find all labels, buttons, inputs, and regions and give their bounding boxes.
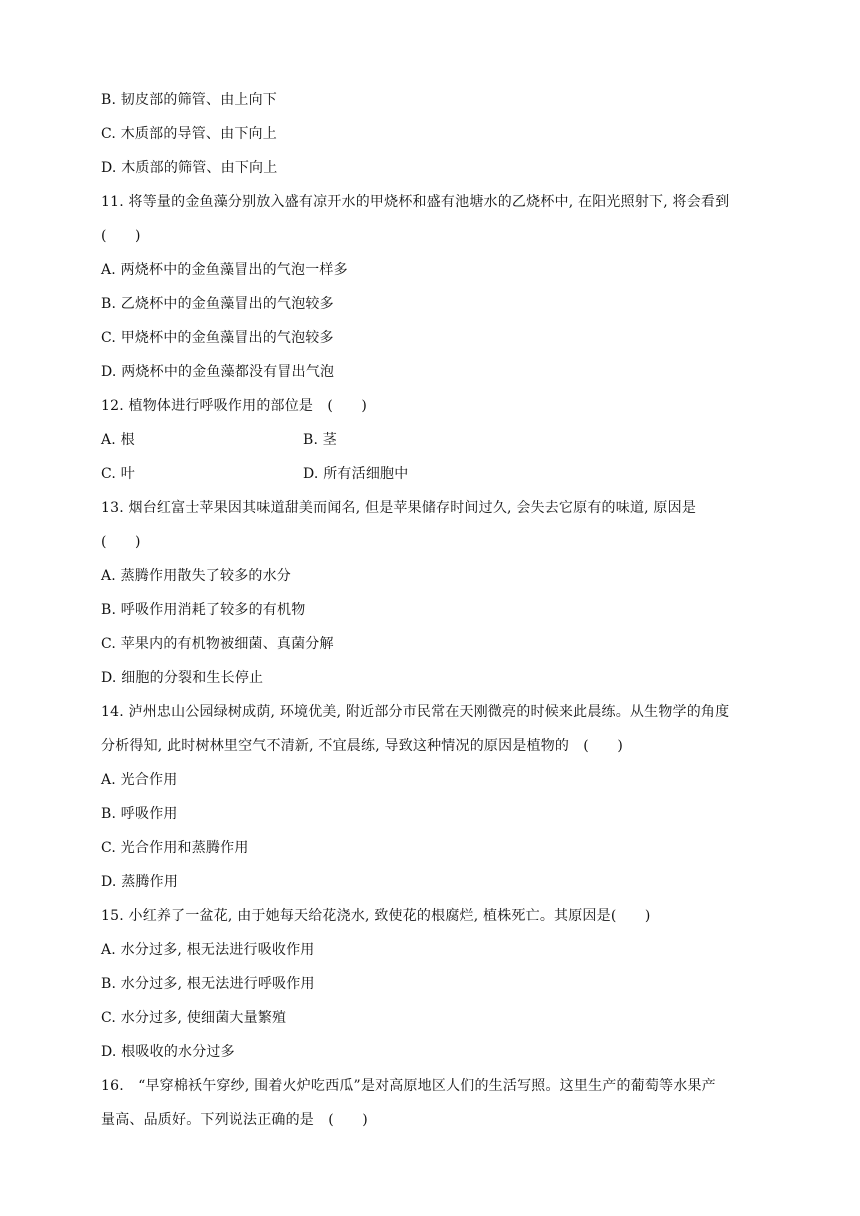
q16-stem-line2: 量高、品质好。下列说法正确的是 ( ) — [101, 1112, 368, 1128]
q16-stem-line1: 16. “早穿棉袄午穿纱, 围着火炉吃西瓜”是对高原地区人们的生活写照。这里生产的葡萄等水果产 — [101, 1078, 716, 1094]
q13-option-b: B. 呼吸作用消耗了较多的有机物 — [101, 602, 306, 618]
q10-option-c: C. 木质部的导管、由下向上 — [101, 126, 277, 142]
q11-option-d: D. 两烧杯中的金鱼藻都没有冒出气泡 — [101, 364, 335, 380]
q14-stem-line2: 分析得知, 此时树林里空气不清新, 不宜晨练, 导致这种情况的原因是植物的 ( ) — [101, 738, 624, 754]
q13-answer-blank: ( ) — [101, 534, 141, 550]
q11-option-a: A. 两烧杯中的金鱼藻冒出的气泡一样多 — [101, 262, 348, 278]
q12-option-d: D. 所有活细胞中 — [303, 466, 409, 482]
q10-option-b: B. 韧皮部的筛管、由上向下 — [101, 92, 277, 108]
q14-option-a: A. 光合作用 — [101, 772, 178, 788]
q14-stem-line1: 14. 泸州忠山公园绿树成荫, 环境优美, 附近部分市民常在天刚微亮的时候来此晨练。从生物学的角度 — [101, 704, 730, 720]
q15-option-b: B. 水分过多, 根无法进行呼吸作用 — [101, 976, 315, 992]
q15-stem: 15. 小红养了一盆花, 由于她每天给花浇水, 致使花的根腐烂, 植株死亡。其原因是( ) — [101, 908, 651, 924]
q11-option-b: B. 乙烧杯中的金鱼藻冒出的气泡较多 — [101, 296, 334, 312]
q15-option-c: C. 水分过多, 使细菌大量繁殖 — [101, 1010, 287, 1026]
q11-answer-blank: ( ) — [101, 228, 141, 244]
q13-option-a: A. 蒸腾作用散失了较多的水分 — [101, 568, 292, 584]
q12-stem: 12. 植物体进行呼吸作用的部位是 ( ) — [101, 398, 368, 414]
q14-option-c: C. 光合作用和蒸腾作用 — [101, 840, 249, 856]
q13-option-d: D. 细胞的分裂和生长停止 — [101, 670, 264, 686]
q12-option-c: C. 叶 — [101, 466, 135, 482]
q15-option-d: D. 根吸收的水分过多 — [101, 1044, 235, 1060]
q13-stem: 13. 烟台红富士苹果因其味道甜美而闻名, 但是苹果储存时间过久, 会失去它原有的味道, 原因是 — [101, 500, 697, 516]
q13-option-c: C. 苹果内的有机物被细菌、真菌分解 — [101, 636, 334, 652]
q14-option-b: B. 呼吸作用 — [101, 806, 178, 822]
q14-option-d: D. 蒸腾作用 — [101, 874, 179, 890]
q10-option-d: D. 木质部的筛管、由下向上 — [101, 160, 278, 176]
q11-stem: 11. 将等量的金鱼藻分别放入盛有凉开水的甲烧杯和盛有池塘水的乙烧杯中, 在阳光照射下, 将会看到 — [101, 194, 730, 210]
q12-option-b: B. 茎 — [303, 432, 337, 448]
q12-option-a: A. 根 — [101, 432, 135, 448]
q11-option-c: C. 甲烧杯中的金鱼藻冒出的气泡较多 — [101, 330, 334, 346]
q15-option-a: A. 水分过多, 根无法进行吸收作用 — [101, 942, 315, 958]
